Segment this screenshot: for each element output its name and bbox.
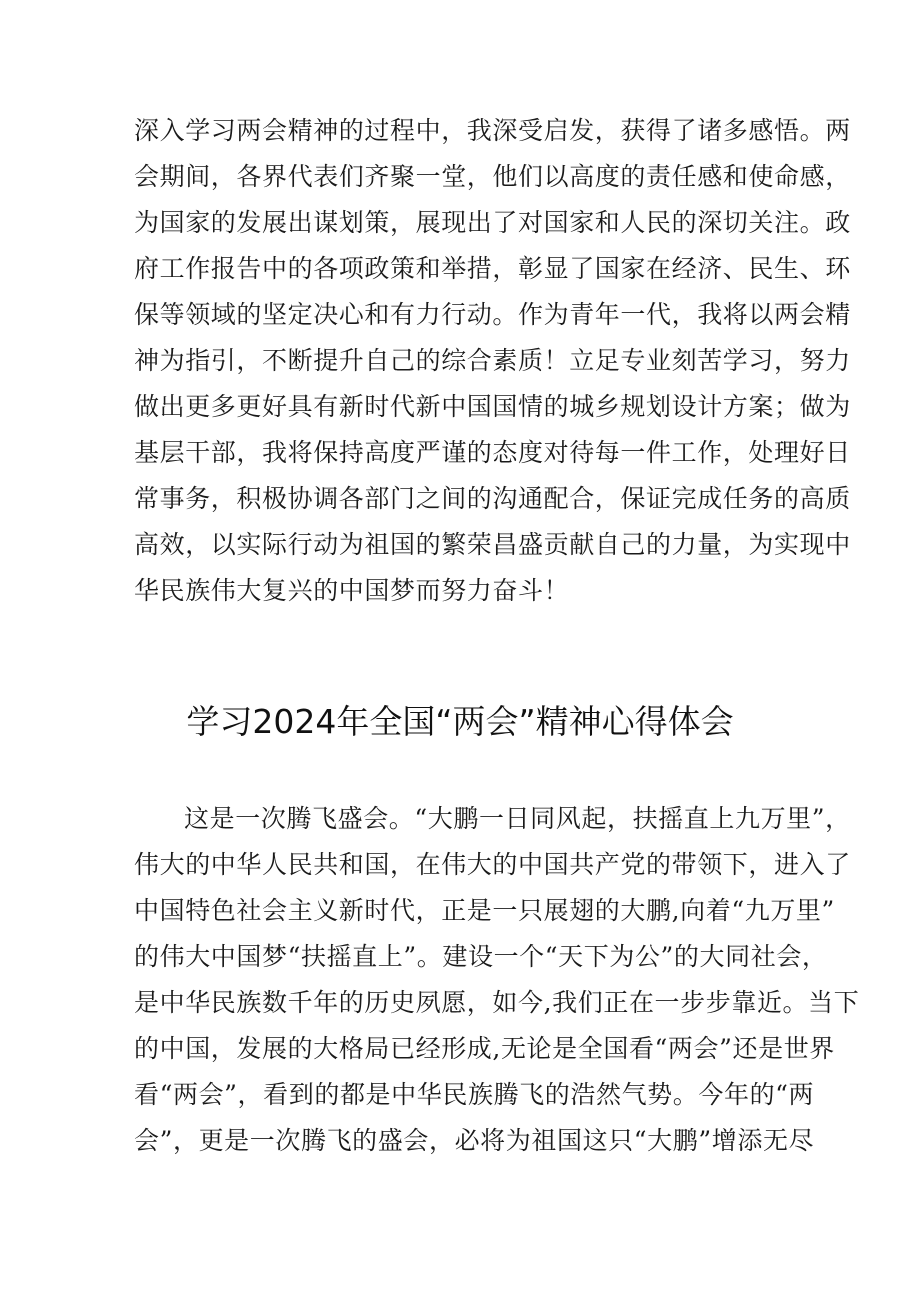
paragraph-line: 深入学习两会精神的过程中，我深受启发，获得了诸多感悟。两 (134, 116, 851, 145)
document-title: 学习2024年全国“两会”精神心得体会 (186, 702, 734, 741)
paragraph-line: 府工作报告中的各项政策和举措，彰显了国家在经济、民生、环 (134, 254, 851, 283)
paragraph-line: 会期间，各界代表们齐聚一堂，他们以高度的责任感和使命感， (134, 162, 851, 191)
paragraph-line: 会”，更是一次腾飞的盛会，必将为祖国这只“大鹏”增添无尽 (134, 1126, 815, 1155)
paragraph-line: 伟大的中华人民共和国，在伟大的中国共产党的带领下，进入了 (134, 850, 851, 879)
paragraph-line: 基层干部，我将保持高度严谨的态度对待每一件工作，处理好日 (134, 438, 851, 467)
paragraph-line: 神为指引，不断提升自己的综合素质！立足专业刻苦学习，努力 (134, 346, 851, 375)
paragraph-line: 是中华民族数千年的历史夙愿，如今,我们正在一步步靠近。当下 (134, 988, 860, 1017)
paragraph-line: 高效，以实际行动为祖国的繁荣昌盛贡献自己的力量，为实现中 (134, 530, 851, 559)
paragraph-line: 中国特色社会主义新时代，正是一只展翅的大鹏,向着“九万里” (134, 896, 835, 925)
paragraph-line-last: 华民族伟大复兴的中国梦而努力奋斗！ (134, 576, 570, 605)
paragraph-line: 的伟大中国梦“扶摇直上”。建设一个“天下为公”的大同社会， (134, 942, 828, 971)
paragraph-line: 为国家的发展出谋划策，展现出了对国家和人民的深切关注。政 (134, 208, 851, 237)
paragraph-line: 保等领域的坚定决心和有力行动。作为青年一代，我将以两会精 (134, 300, 851, 329)
paragraph-line: 常事务，积极协调各部门之间的沟通配合，保证完成任务的高质 (134, 484, 851, 513)
paragraph-line-first: 这是一次腾飞盛会。“大鹏一日同风起，扶摇直上九万里”， (184, 804, 851, 833)
paragraph-line: 做出更多更好具有新时代新中国国情的城乡规划设计方案；做为 (134, 392, 851, 421)
paragraph-line: 看“两会”，看到的都是中华民族腾飞的浩然气势。今年的“两 (134, 1080, 815, 1109)
paragraph-line: 的中国，发展的大格局已经形成,无论是全国看“两会”还是世界 (134, 1034, 835, 1063)
